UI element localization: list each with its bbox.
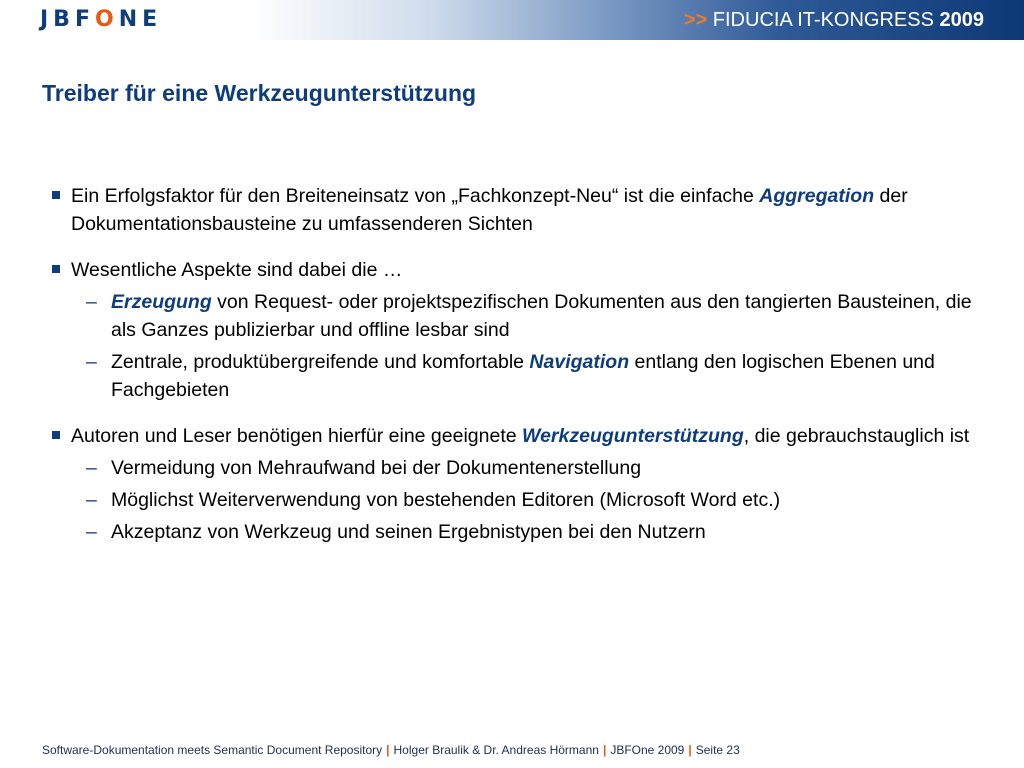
footer-separator: |	[386, 743, 390, 757]
group-tool-support	[50, 422, 980, 546]
footer-separator: |	[602, 743, 607, 757]
footer-event: JBFOne 2009	[610, 743, 685, 757]
dash-icon: –	[86, 291, 97, 313]
group-aspects	[50, 256, 980, 404]
footer-authors: Holger Braulik & Dr. Andreas Hörmann	[393, 743, 599, 757]
bullet-square-icon	[52, 431, 60, 439]
sub-bullet-akzeptanz: – Akzeptanz von Werkzeug und seinen Ergebnistypen bei den Nutzern	[50, 518, 980, 546]
bullet-aspects: Wesentliche Aspekte sind dabei die …	[50, 256, 980, 284]
congress-arrows: >>	[683, 9, 708, 31]
slide-content	[50, 182, 980, 564]
footer-page-number: Seite 23	[695, 743, 740, 757]
slide-title: Treiber für eine Werkzeugunterstützung	[42, 80, 477, 106]
emphasis-navigation: Navigation	[529, 351, 630, 373]
sub-bullet-erzeugung: – Erzeugung von Request- oder projektspezifischen Dokumenten aus den tangierten Bausteinen, die als Ganzes publizierbar und offline lesbar sind	[50, 288, 980, 344]
congress-label	[684, 8, 984, 32]
dash-icon: –	[86, 457, 97, 479]
jbfone-logo: JBFONE	[40, 7, 163, 32]
dash-icon: –	[86, 351, 97, 373]
congress-year: 2009	[939, 9, 984, 31]
footer-title: Software-Dokumentation meets Semantic Document Repository	[42, 743, 383, 757]
slide-footer	[42, 743, 740, 757]
bullet-tool-support: Autoren und Leser benötigen hierfür eine geeignete Werkzeugunterstützung, die gebrauchstauglich ist	[50, 422, 980, 450]
emphasis-erzeugung: Erzeugung	[111, 291, 212, 313]
footer-separator: |	[688, 743, 692, 757]
bullet-aggregation: Ein Erfolgsfaktor für den Breiteneinsatz von „Fachkonzept-Neu“ ist die einfache Aggregation der Dokumentationsbausteine zu umfassenderen Sichten	[50, 182, 980, 238]
dash-icon: –	[86, 521, 97, 543]
emphasis-aggregation: Aggregation	[759, 185, 875, 207]
emphasis-werkzeugunterstuetzung: Werkzeugunterstützung	[522, 425, 744, 447]
header-banner	[0, 0, 1024, 40]
bullet-square-icon	[52, 191, 60, 199]
congress-text: FIDUCIA IT-KONGRESS	[712, 9, 934, 31]
sub-bullet-navigation: – Zentrale, produktübergreifende und komfortable Navigation entlang den logischen Ebenen und Fachgebieten	[50, 348, 980, 404]
sub-bullet-editoren: – Möglichst Weiterverwendung von bestehenden Editoren (Microsoft Word etc.)	[50, 486, 980, 514]
sub-bullet-mehraufwand: – Vermeidung von Mehraufwand bei der Dokumentenerstellung	[50, 454, 980, 482]
dash-icon: –	[86, 489, 97, 511]
bullet-square-icon	[52, 265, 60, 273]
